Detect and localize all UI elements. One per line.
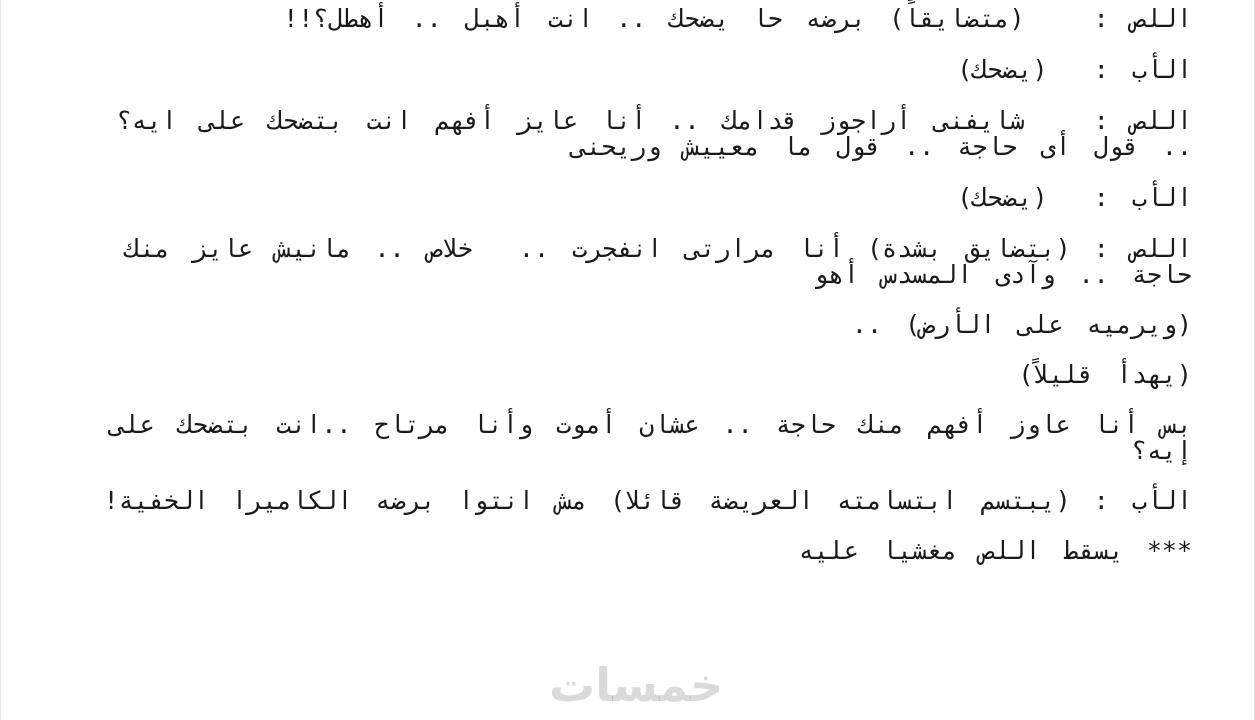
dialogue-paragraph-2: الأب : (يضحك): [957, 55, 1192, 84]
stage-direction-2: (يهدأ قليلاً): [1018, 360, 1192, 389]
dialogue-paragraph-6: بس أنا عاوز أفهم منك حاجة .. عشان أموت وأنا مرتاح ..انت بتضحك على إيه؟: [86, 410, 1192, 465]
dialogue-paragraph-3: اللص : شايفنى أراجوز قدامك .. أنا عايز أفهم انت بتضحك على ايه؟ .. قول أى حاجة .. قول ما معييش وريحنى: [93, 106, 1192, 161]
dialogue-paragraph-7: الأب : (يبتسم ابتسامته العريضة قائلا) مش انتوا برضه الكاميرا الخفية!: [103, 486, 1192, 515]
dialogue-paragraph-5: اللص : (بتضايق بشدة) أنا مرارتى انفجرت .. خلاص .. مانيش عايز منك حاجة .. وآدى المسدس أهو: [101, 234, 1192, 289]
dialogue-paragraph-4: الأب : (يضحك): [957, 183, 1192, 212]
stage-direction-1: (ويرميه على الأرض) ..: [851, 310, 1192, 339]
watermark-logo: خمسات: [549, 658, 724, 712]
dialogue-paragraph-1: اللص : (متضايقاً) برضه حا يضحك .. انت أهبل .. أهطل؟!!: [283, 4, 1192, 33]
play-script-text: [73, 6, 1192, 564]
closing-stage-direction: *** يسقط اللص مغشيا عليه: [798, 536, 1192, 565]
